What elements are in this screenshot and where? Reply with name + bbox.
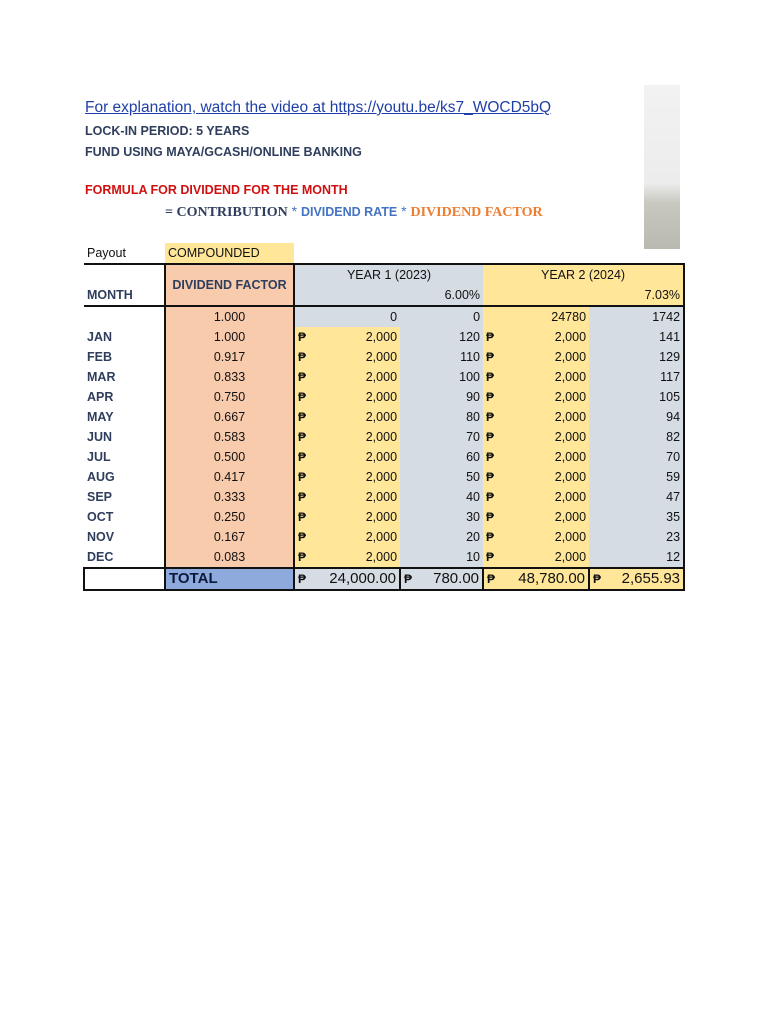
currency-symbol: ₱ bbox=[294, 387, 309, 407]
total-year1-dividend-value: 780.00 bbox=[433, 570, 480, 587]
year2-dividend-cell: 12 bbox=[589, 547, 684, 568]
year1-dividend-cell: 110 bbox=[400, 347, 483, 367]
photo-thumbnail bbox=[644, 85, 680, 249]
year1-contribution-cell: 2,000 bbox=[309, 507, 400, 527]
year2-dividend-cell: 70 bbox=[589, 447, 684, 467]
currency-symbol: ₱ bbox=[483, 527, 497, 547]
dividend-factor-cell: 0.917 bbox=[165, 347, 294, 367]
currency-symbol: ₱ bbox=[483, 547, 497, 568]
month-cell: MAY bbox=[87, 410, 114, 424]
year1-contribution-cell: 2,000 bbox=[309, 387, 400, 407]
currency-symbol: ₱ bbox=[483, 327, 497, 347]
formula-title: FORMULA FOR DIVIDEND FOR THE MONTH bbox=[85, 183, 348, 197]
dividend-factor-cell: 0.333 bbox=[165, 487, 294, 507]
table-row bbox=[84, 547, 684, 568]
month-cell: DEC bbox=[87, 550, 114, 564]
currency-symbol: ₱ bbox=[483, 367, 497, 387]
fund-method: FUND USING MAYA/GCASH/ONLINE BANKING bbox=[85, 145, 362, 159]
year2-contribution-cell: 2,000 bbox=[497, 547, 589, 568]
table-row bbox=[84, 367, 684, 387]
year2-dividend-cell: 105 bbox=[589, 387, 684, 407]
year1-dividend-cell: 90 bbox=[400, 387, 483, 407]
year2-opening-dividend: 1742 bbox=[589, 306, 684, 327]
year2-rate: 7.03% bbox=[483, 285, 684, 306]
year1-contribution-cell: 2,000 bbox=[309, 467, 400, 487]
currency-symbol: ₱ bbox=[294, 327, 309, 347]
year1-dividend-cell: 70 bbox=[400, 427, 483, 447]
year2-contribution-cell: 2,000 bbox=[497, 467, 589, 487]
year1-dividend-cell: 50 bbox=[400, 467, 483, 487]
month-cell: APR bbox=[87, 390, 114, 404]
year2-dividend-cell: 117 bbox=[589, 367, 684, 387]
month-cell: SEP bbox=[87, 490, 113, 504]
year2-dividend-cell: 23 bbox=[589, 527, 684, 547]
formula bbox=[165, 203, 543, 221]
currency-symbol: ₱ bbox=[483, 467, 497, 487]
dividend-factor-cell: 0.250 bbox=[165, 507, 294, 527]
year2-dividend-cell: 82 bbox=[589, 427, 684, 447]
currency-symbol: ₱ bbox=[294, 467, 309, 487]
table-row bbox=[84, 327, 684, 347]
dividend-table bbox=[83, 243, 685, 591]
currency-symbol: ₱ bbox=[483, 447, 497, 467]
table-row bbox=[84, 447, 684, 467]
currency-symbol: ₱ bbox=[483, 427, 497, 447]
year2-contribution-cell: 2,000 bbox=[497, 327, 589, 347]
year1-dividend-cell: 30 bbox=[400, 507, 483, 527]
year1-contribution-cell: 2,000 bbox=[309, 527, 400, 547]
year2-contribution-cell: 2,000 bbox=[497, 447, 589, 467]
dividend-factor-cell: 1.000 bbox=[165, 327, 294, 347]
video-link[interactable]: For explanation, watch the video at https://youtu.be/ks7_WOCD5bQ bbox=[85, 99, 552, 116]
month-cell: MAR bbox=[87, 370, 116, 384]
year2-contribution-cell: 2,000 bbox=[497, 507, 589, 527]
month-cell: NOV bbox=[87, 530, 115, 544]
year1-contribution-cell: 2,000 bbox=[309, 547, 400, 568]
dividend-factor-cell: 0.750 bbox=[165, 387, 294, 407]
currency-symbol: ₱ bbox=[294, 527, 309, 547]
year1-dividend-cell: 120 bbox=[400, 327, 483, 347]
year1-dividend-cell: 80 bbox=[400, 407, 483, 427]
currency-symbol: ₱ bbox=[483, 347, 497, 367]
dividend-factor-cell: 0.667 bbox=[165, 407, 294, 427]
formula-operator: * bbox=[287, 203, 301, 219]
year1-contribution-cell: 2,000 bbox=[309, 427, 400, 447]
currency-symbol: ₱ bbox=[294, 547, 309, 568]
currency-symbol: ₱ bbox=[483, 387, 497, 407]
month-cell: JUL bbox=[87, 450, 111, 464]
year1-dividend-cell: 40 bbox=[400, 487, 483, 507]
dividend-factor-cell: 0.167 bbox=[165, 527, 294, 547]
dividend-factor-cell: 0.583 bbox=[165, 427, 294, 447]
year2-contribution-cell: 2,000 bbox=[497, 347, 589, 367]
month-header: MONTH bbox=[87, 288, 133, 302]
year1-contribution-cell: 2,000 bbox=[309, 367, 400, 387]
payout-value[interactable]: COMPOUNDED bbox=[165, 243, 294, 264]
table-row bbox=[84, 507, 684, 527]
currency-symbol: ₱ bbox=[298, 572, 307, 586]
year1-rate: 6.00% bbox=[294, 285, 483, 306]
year1-contribution-cell: 2,000 bbox=[309, 327, 400, 347]
table-row bbox=[84, 527, 684, 547]
formula-contribution: = CONTRIBUTION bbox=[165, 205, 288, 220]
currency-symbol: ₱ bbox=[593, 572, 602, 586]
formula-operator: * bbox=[397, 203, 411, 219]
month-cell: OCT bbox=[87, 510, 114, 524]
month-cell: JAN bbox=[87, 330, 113, 344]
year2-contribution-cell: 2,000 bbox=[497, 407, 589, 427]
dividend-factor-header: DIVIDEND FACTOR bbox=[165, 264, 294, 306]
year2-dividend-cell: 94 bbox=[589, 407, 684, 427]
dividend-factor-cell: 0.083 bbox=[165, 547, 294, 568]
dividend-factor-cell: 0.833 bbox=[165, 367, 294, 387]
formula-dividend-rate: DIVIDEND RATE bbox=[300, 205, 398, 219]
dividend-factor-cell: 0.500 bbox=[165, 447, 294, 467]
total-spacer bbox=[84, 568, 165, 590]
currency-symbol: ₱ bbox=[483, 487, 497, 507]
currency-symbol: ₱ bbox=[404, 572, 413, 586]
year1-dividend-cell: 100 bbox=[400, 367, 483, 387]
opening-factor: 1.000 bbox=[165, 306, 294, 327]
year1-opening-dividend: 0 bbox=[400, 306, 483, 327]
year2-dividend-cell: 59 bbox=[589, 467, 684, 487]
currency-symbol: ₱ bbox=[483, 507, 497, 527]
year-header-row bbox=[84, 264, 684, 285]
total-year2-contribution bbox=[483, 568, 589, 590]
payout-row bbox=[84, 243, 684, 264]
month-cell: FEB bbox=[87, 350, 112, 364]
currency-symbol: ₱ bbox=[294, 407, 309, 427]
dividend-factor-cell: 0.417 bbox=[165, 467, 294, 487]
year2-dividend-cell: 141 bbox=[589, 327, 684, 347]
year2-header: YEAR 2 (2024) bbox=[483, 264, 684, 285]
total-year1-contribution-value: 24,000.00 bbox=[329, 570, 397, 587]
year1-contribution-cell: 2,000 bbox=[309, 447, 400, 467]
year1-dividend-cell: 20 bbox=[400, 527, 483, 547]
lock-in-period: LOCK-IN PERIOD: 5 YEARS bbox=[85, 124, 250, 138]
currency-symbol: ₱ bbox=[294, 347, 309, 367]
year2-dividend-cell: 47 bbox=[589, 487, 684, 507]
year1-dividend-cell: 10 bbox=[400, 547, 483, 568]
year2-dividend-cell: 35 bbox=[589, 507, 684, 527]
currency-symbol: ₱ bbox=[483, 407, 497, 427]
year2-dividend-cell: 129 bbox=[589, 347, 684, 367]
year2-contribution-cell: 2,000 bbox=[497, 367, 589, 387]
formula-dividend-factor: DIVIDEND FACTOR bbox=[410, 205, 543, 220]
table-row bbox=[84, 407, 684, 427]
currency-symbol: ₱ bbox=[294, 447, 309, 467]
table-row bbox=[84, 347, 684, 367]
year1-contribution-cell: 2,000 bbox=[309, 407, 400, 427]
total-row bbox=[84, 568, 684, 590]
year2-opening-contribution: 24780 bbox=[483, 306, 589, 327]
table-row bbox=[84, 487, 684, 507]
opening-row bbox=[84, 306, 684, 327]
year1-contribution-cell: 2,000 bbox=[309, 487, 400, 507]
total-year1-dividend bbox=[400, 568, 483, 590]
total-year1-contribution bbox=[294, 568, 400, 590]
year1-header: YEAR 1 (2023) bbox=[294, 264, 483, 285]
total-label: TOTAL bbox=[165, 568, 294, 590]
year2-contribution-cell: 2,000 bbox=[497, 527, 589, 547]
currency-symbol: ₱ bbox=[294, 427, 309, 447]
currency-symbol: ₱ bbox=[294, 507, 309, 527]
table-row bbox=[84, 427, 684, 447]
currency-symbol: ₱ bbox=[294, 487, 309, 507]
year2-contribution-cell: 2,000 bbox=[497, 387, 589, 407]
year2-contribution-cell: 2,000 bbox=[497, 487, 589, 507]
total-year2-contribution-value: 48,780.00 bbox=[518, 570, 586, 587]
table-row bbox=[84, 467, 684, 487]
month-cell: JUN bbox=[87, 430, 113, 444]
year1-opening-contribution: 0 bbox=[294, 306, 400, 327]
table-row bbox=[84, 387, 684, 407]
total-year2-dividend bbox=[589, 568, 684, 590]
currency-symbol: ₱ bbox=[487, 572, 496, 586]
month-cell: AUG bbox=[87, 470, 115, 484]
year1-dividend-cell: 60 bbox=[400, 447, 483, 467]
currency-symbol: ₱ bbox=[294, 367, 309, 387]
year2-contribution-cell: 2,000 bbox=[497, 427, 589, 447]
total-year2-dividend-value: 2,655.93 bbox=[621, 570, 681, 587]
payout-label: Payout bbox=[87, 246, 126, 260]
year1-contribution-cell: 2,000 bbox=[309, 347, 400, 367]
